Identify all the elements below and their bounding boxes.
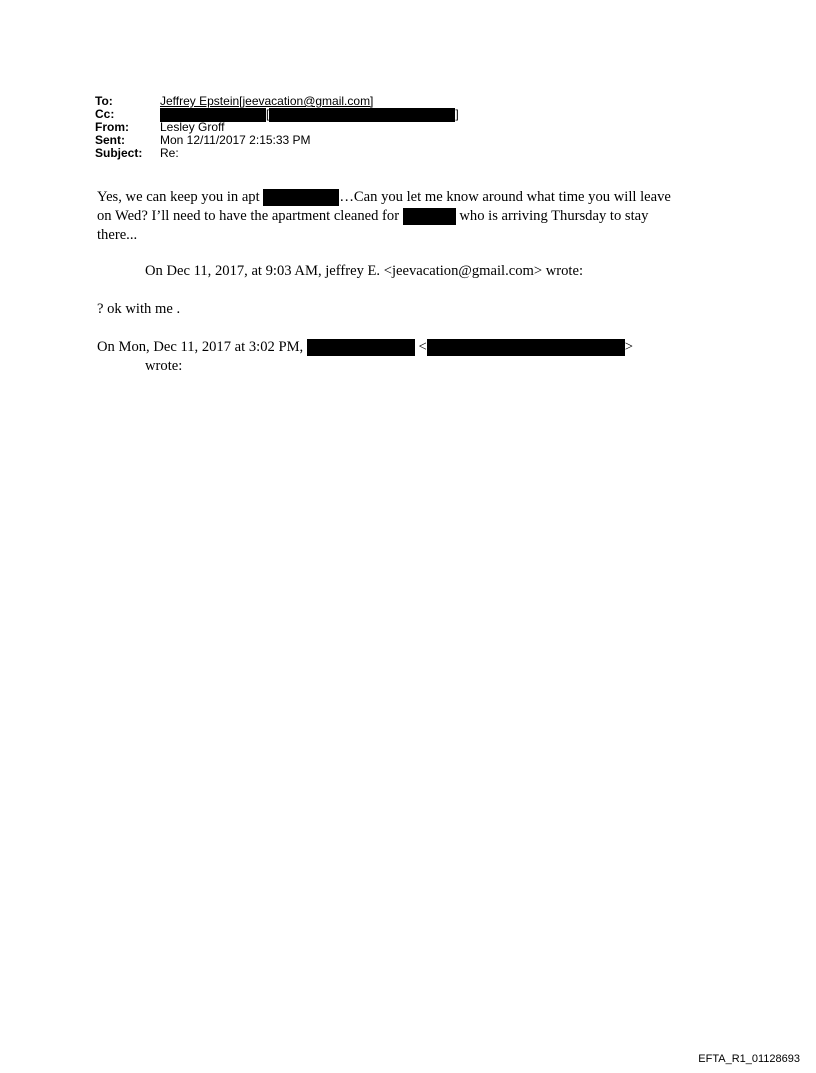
- to-label: To:: [95, 94, 113, 108]
- body-text: on Wed? I’ll need to have the apartment cleaned for: [97, 208, 400, 224]
- body-text: …Can you let me know around what time you will leave: [339, 189, 671, 205]
- prior-text: On Mon, Dec 11, 2017 at 3:02 PM,: [97, 339, 304, 355]
- from-label: From:: [95, 120, 129, 134]
- prior-lt: <: [418, 339, 427, 355]
- sent-label: Sent:: [95, 133, 125, 147]
- redaction-box: [307, 339, 415, 356]
- redaction-box: [263, 189, 339, 206]
- prior-message-header: [97, 338, 633, 376]
- body-line-2: [97, 207, 671, 226]
- subject-label: Subject:: [95, 146, 143, 160]
- body-line-3: there...: [97, 227, 138, 243]
- reply-text: ? ok with me .: [97, 301, 181, 317]
- body-text: who is arriving Thursday to stay: [459, 208, 649, 224]
- body-text: Yes, we can keep you in apt: [97, 189, 260, 205]
- redaction-box: [427, 339, 625, 356]
- prior-gt: >: [624, 339, 633, 355]
- prior-line-1: [97, 338, 633, 357]
- bates-number: EFTA_R1_01128693: [698, 1053, 800, 1065]
- prior-wrote: wrote:: [145, 358, 183, 374]
- cc-open-bracket: [: [266, 107, 270, 122]
- cc-label: Cc:: [95, 107, 115, 121]
- email-body: [97, 188, 671, 245]
- from-value: Lesley Groff: [160, 120, 225, 134]
- to-value: Jeffrey Epstein[jeevacation@gmail.com]: [160, 94, 374, 108]
- body-line-1: [97, 188, 671, 207]
- redaction-box: [403, 208, 456, 225]
- subject-value: Re:: [160, 146, 179, 160]
- sent-value: Mon 12/11/2017 2:15:33 PM: [160, 133, 311, 147]
- quote-intro: On Dec 11, 2017, at 9:03 AM, jeffrey E. <jeevacation@gmail.com> wrote:: [145, 263, 584, 279]
- cc-close-bracket: ]: [455, 107, 459, 122]
- redaction-box: [269, 108, 455, 122]
